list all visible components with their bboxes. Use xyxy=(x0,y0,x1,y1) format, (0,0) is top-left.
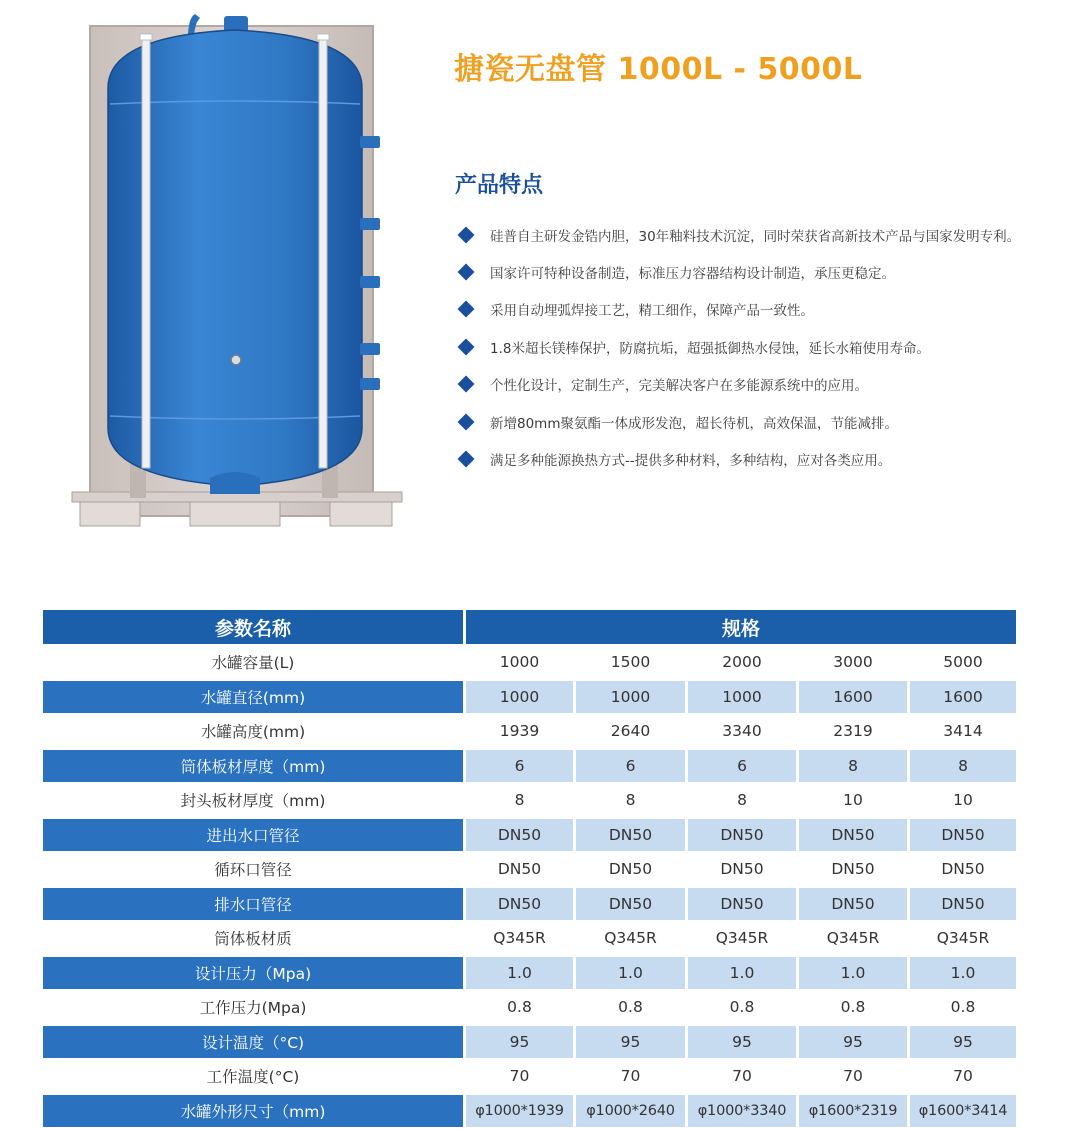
feature-text: 采用自动埋弧焊接工艺，精工细作，保障产品一致性。 xyxy=(490,299,814,319)
spec-value: 0.8 xyxy=(796,991,907,1026)
table-row xyxy=(43,922,1016,957)
spec-value: 95 xyxy=(907,1026,1016,1061)
spec-value: φ1000*2640 xyxy=(573,1095,685,1129)
tank-illustration xyxy=(60,8,410,533)
spec-value: 2640 xyxy=(573,715,685,750)
spec-value: 1.0 xyxy=(463,957,573,992)
spec-value: 1.0 xyxy=(573,957,685,992)
feature-item xyxy=(456,253,1020,290)
spec-value: 10 xyxy=(907,784,1016,819)
spec-value: 95 xyxy=(573,1026,685,1061)
spec-value: φ1600*2319 xyxy=(796,1095,907,1129)
feature-text: 新增80mm聚氨酯一体成形发泡，超长待机，高效保温，节能减排。 xyxy=(490,412,898,432)
param-name: 水罐高度(mm) xyxy=(43,715,463,750)
feature-text: 个性化设计，定制生产，完美解决客户在多能源系统中的应用。 xyxy=(490,374,868,394)
spec-value: 8 xyxy=(907,750,1016,785)
param-name: 设计温度（°C) xyxy=(43,1026,463,1061)
spec-value: 70 xyxy=(463,1060,573,1095)
spec-value: 1000 xyxy=(463,681,573,716)
table-row xyxy=(43,681,1016,716)
spec-value: Q345R xyxy=(907,922,1016,957)
spec-value: φ1600*3414 xyxy=(907,1095,1016,1129)
spec-value: DN50 xyxy=(796,853,907,888)
spec-value: 3340 xyxy=(685,715,796,750)
spec-value: 3414 xyxy=(907,715,1016,750)
param-header: 参数名称 xyxy=(43,610,463,646)
spec-value: 1600 xyxy=(907,681,1016,716)
spec-value: 1000 xyxy=(685,681,796,716)
param-name: 水罐外形尺寸（mm) xyxy=(43,1095,463,1129)
param-name: 进出水口管径 xyxy=(43,819,463,854)
spec-value: 0.8 xyxy=(685,991,796,1026)
table-row xyxy=(43,853,1016,888)
feature-item xyxy=(456,366,1020,403)
spec-value: DN50 xyxy=(463,819,573,854)
spec-value: DN50 xyxy=(685,888,796,923)
table-row xyxy=(43,1095,1016,1129)
spec-value: 6 xyxy=(685,750,796,785)
spec-table-body xyxy=(43,646,1016,1129)
spec-value: 95 xyxy=(685,1026,796,1061)
spec-value: 3000 xyxy=(796,646,907,681)
feature-item xyxy=(456,291,1020,328)
spec-value: 70 xyxy=(573,1060,685,1095)
feature-text: 满足多种能源换热方式--提供多种材料，多种结构，应对各类应用。 xyxy=(490,449,891,469)
table-row xyxy=(43,715,1016,750)
param-name: 筒体板材厚度（mm) xyxy=(43,750,463,785)
spec-value: 1939 xyxy=(463,715,573,750)
spec-value: 8 xyxy=(685,784,796,819)
diamond-bullet-icon xyxy=(458,338,475,355)
spec-value: 5000 xyxy=(907,646,1016,681)
param-name: 水罐容量(L) xyxy=(43,646,463,681)
feature-text: 硅普自主研发金锆内胆，30年釉料技术沉淀，同时荣获省高新技术产品与国家发明专利。 xyxy=(490,225,1020,245)
product-title: 搪瓷无盘管 1000L - 5000L xyxy=(454,44,863,88)
diamond-bullet-icon xyxy=(458,451,475,468)
table-row xyxy=(43,819,1016,854)
feature-item xyxy=(456,440,1020,477)
table-row xyxy=(43,991,1016,1026)
spec-value: DN50 xyxy=(573,853,685,888)
spec-value: 1.0 xyxy=(685,957,796,992)
table-row xyxy=(43,1026,1016,1061)
table-row xyxy=(43,888,1016,923)
spec-value: DN50 xyxy=(573,888,685,923)
spec-value: 2000 xyxy=(685,646,796,681)
table-row xyxy=(43,1060,1016,1095)
spec-value: φ1000*3340 xyxy=(685,1095,796,1129)
features-heading: 产品特点 xyxy=(455,168,543,199)
spec-value: 1000 xyxy=(573,681,685,716)
feature-item xyxy=(456,216,1020,253)
spec-value: 70 xyxy=(685,1060,796,1095)
spec-value: DN50 xyxy=(796,888,907,923)
spec-value: 1500 xyxy=(573,646,685,681)
param-name: 排水口管径 xyxy=(43,888,463,923)
param-name: 设计压力（Mpa) xyxy=(43,957,463,992)
spec-value: 1.0 xyxy=(796,957,907,992)
spec-value: 6 xyxy=(463,750,573,785)
spec-value: Q345R xyxy=(463,922,573,957)
spec-value: 1600 xyxy=(796,681,907,716)
table-row xyxy=(43,957,1016,992)
spec-value: DN50 xyxy=(685,853,796,888)
feature-text: 1.8米超长镁棒保护，防腐抗垢，超强抵御热水侵蚀，延长水箱使用寿命。 xyxy=(490,337,930,357)
spec-value: DN50 xyxy=(907,853,1016,888)
spec-value: 95 xyxy=(463,1026,573,1061)
diamond-bullet-icon xyxy=(458,376,475,393)
spec-value: Q345R xyxy=(685,922,796,957)
spec-value: 10 xyxy=(796,784,907,819)
spec-value: 0.8 xyxy=(907,991,1016,1026)
spec-value: DN50 xyxy=(573,819,685,854)
spec-value: DN50 xyxy=(463,853,573,888)
spec-header: 规格 xyxy=(463,610,1016,646)
diamond-bullet-icon xyxy=(458,264,475,281)
diamond-bullet-icon xyxy=(458,413,475,430)
param-name: 循环口管径 xyxy=(43,853,463,888)
diamond-bullet-icon xyxy=(458,226,475,243)
feature-item xyxy=(456,328,1020,365)
table-row xyxy=(43,646,1016,681)
diamond-bullet-icon xyxy=(458,301,475,318)
spec-value: 8 xyxy=(796,750,907,785)
spec-value: DN50 xyxy=(463,888,573,923)
spec-value: DN50 xyxy=(907,819,1016,854)
spec-value: DN50 xyxy=(907,888,1016,923)
spec-value: 1000 xyxy=(463,646,573,681)
spec-value: 70 xyxy=(907,1060,1016,1095)
spec-value: 0.8 xyxy=(573,991,685,1026)
feature-text: 国家许可特种设备制造，标准压力容器结构设计制造，承压更稳定。 xyxy=(490,262,895,282)
param-name: 工作温度(°C) xyxy=(43,1060,463,1095)
spec-value: 1.0 xyxy=(907,957,1016,992)
table-row xyxy=(43,784,1016,819)
spec-value: 95 xyxy=(796,1026,907,1061)
spec-value: 0.8 xyxy=(463,991,573,1026)
spec-value: DN50 xyxy=(685,819,796,854)
spec-value: 8 xyxy=(463,784,573,819)
spec-value: 70 xyxy=(796,1060,907,1095)
spec-value: 2319 xyxy=(796,715,907,750)
table-row xyxy=(43,750,1016,785)
feature-list xyxy=(456,216,1020,478)
param-name: 工作压力(Mpa) xyxy=(43,991,463,1026)
spec-value: Q345R xyxy=(573,922,685,957)
spec-value: DN50 xyxy=(796,819,907,854)
spec-value: 6 xyxy=(573,750,685,785)
param-name: 筒体板材质 xyxy=(43,922,463,957)
table-header-row xyxy=(43,610,1016,646)
param-name: 封头板材厚度（mm) xyxy=(43,784,463,819)
param-name: 水罐直径(mm) xyxy=(43,681,463,716)
feature-item xyxy=(456,403,1020,440)
spec-value: Q345R xyxy=(796,922,907,957)
spec-value: 8 xyxy=(573,784,685,819)
spec-table xyxy=(43,610,1016,1129)
spec-value: φ1000*1939 xyxy=(463,1095,573,1129)
